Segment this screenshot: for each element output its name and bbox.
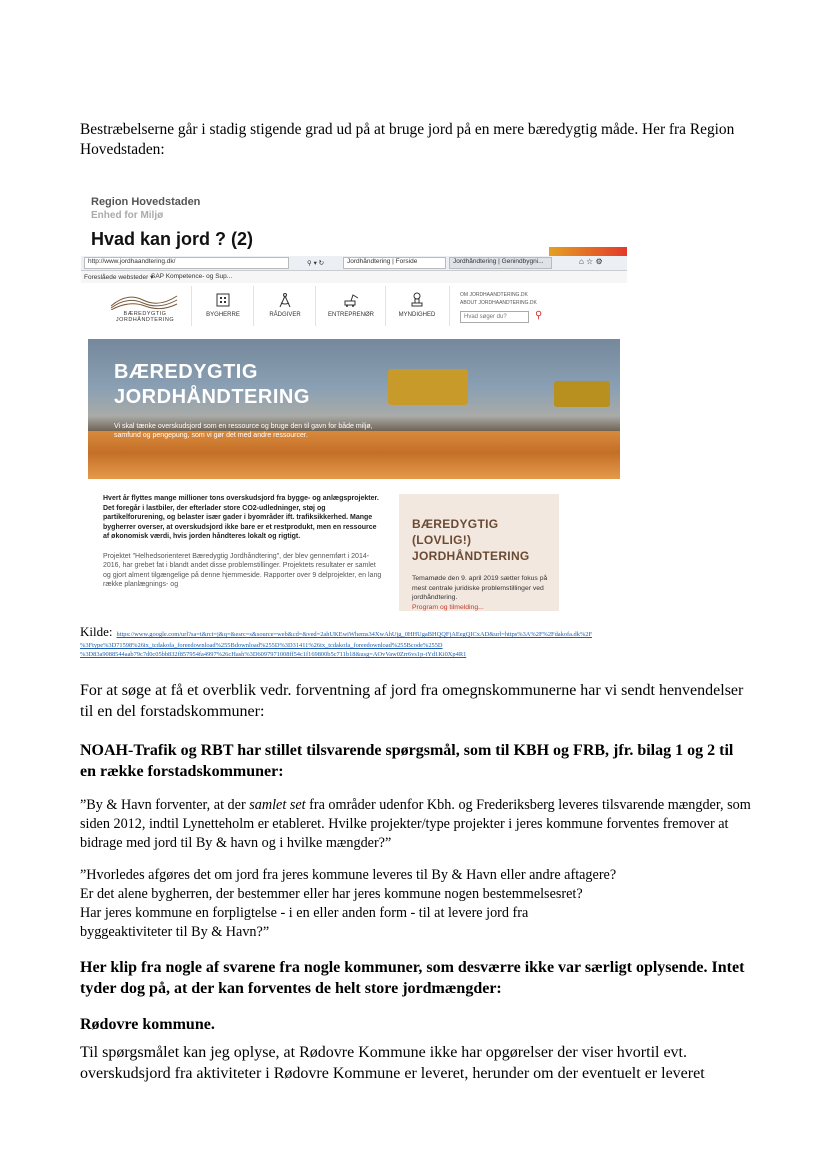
event-description: Temamøde den 9. april 2019 sætter fokus på mest centrale juridiske problemstillinger ved jordhåndtering. xyxy=(412,575,548,601)
heading-clip: Her klip fra nogle af svarene fra nogle kommuner, som desværre ikke var særligt oplysende. Intet tyder dog på, at der kan forventes de helt store jordmængder: xyxy=(80,959,745,997)
nav-bygherre[interactable] xyxy=(191,286,254,326)
overview-paragraph: For at søge at få et overblik vedr. forventning af jord fra omegnskommunerne har vi sendt henvendelser til en del forstadskommuner: xyxy=(80,682,744,720)
slide-region: Region Hovedstaden xyxy=(91,196,201,208)
landscape-logo-icon xyxy=(109,288,179,310)
source-link-1[interactable]: https://www.google.com/url?sa=t&rct=j&q=&esrc=s&source=web&cd=&ved=2ahUKEwiWhems34XwAhUjg_0HHUgaBHQQFjAEegQICxAD&url=https%3A%2F%2Fdakofa.dk%2F xyxy=(116,631,593,638)
event-panel[interactable] xyxy=(399,494,559,611)
nav-entreprenor[interactable] xyxy=(315,286,386,326)
event-link[interactable]: Program og tilmelding... xyxy=(412,603,484,611)
quote-2-line-2: Er det alene bygherren, der bestemmer eller har jeres kommune nogen bestemmelsesret? xyxy=(80,886,583,902)
body-bold: Hvert år flyttes mange millioner tons overskudsjord fra bygge- og anlægsprojekter. Det foregår i lastbiler, der efterlader store CO2-udledninger, støj og partikelforurening, og belaster især gader i byområder ift. trafiksikkerhed. Mange bygherrer overser, at overskudsjord ikke bare er et restprodukt, men en ressource af økonomisk værdi, hvis jorden håndteres lokalt og rigtigt. xyxy=(103,495,379,540)
intro-paragraph: Bestræbelserne går i stadig stigende grad ud på at bruge jord på en mere bæredygtig måde. Her fra Region Hovedstaden: xyxy=(80,121,735,158)
event-title-1: BÆREDYGTIG xyxy=(412,517,499,531)
source-link-3-wrap xyxy=(80,650,760,659)
hero-banner xyxy=(88,339,620,479)
quote-2-line-4: byggeaktiviteter til By & Havn?” xyxy=(80,924,270,940)
event-title-3: JORDHÅNDTERING xyxy=(412,549,530,563)
source-link-2-wrap xyxy=(80,641,760,650)
quote-2 xyxy=(80,866,750,942)
favorites-bar xyxy=(81,271,627,283)
nav-radgiver[interactable] xyxy=(253,286,316,326)
hero-title-1: BÆREDYGTIG xyxy=(114,361,258,383)
heading-rodovre: Rødovre kommune. xyxy=(80,1016,215,1033)
embedded-screenshot xyxy=(81,187,627,611)
browser-toolbar xyxy=(81,256,627,271)
source-link-2[interactable]: %3Ftype%3D71598%26tx_tcdakofa_foreedownload%255Bdownload%255D%3D31411%26tx_tcdakofa_foreedownload%255Bcode%255D xyxy=(80,642,443,649)
about-link-en[interactable]: ABOUT JORDHAANDTERING.DK xyxy=(460,300,537,306)
rodovre-paragraph: Til spørgsmålet kan jeg oplyse, at Rødovre Kommune ikke har opgørelser der viser hvortil evt. overskudsjord fra aktiviteter i Rødovre Kommune er leveret, herunder om der eventuelt er leveret xyxy=(80,1044,705,1082)
site-logo-text[interactable]: BÆREDYGTIG JORDHÅNDTERING xyxy=(115,311,175,323)
quote-1-end: fra områder udenfor Kbh. og Frederiksberg leveres tilsvarende mængder, som siden 2012, indtil Lynetteholm er etableret. Hvilke projekter/type projekter i jeres kommune forventes fremover at bidrage med jord til By & havn og i hvilke mængder?” xyxy=(80,797,751,851)
quote-1-start: ”By & Havn forventer, at der xyxy=(80,797,250,813)
stamp-icon xyxy=(409,292,425,308)
quote-1 xyxy=(80,796,752,853)
slide-unit: Enhed for Miljø xyxy=(91,210,164,221)
hero-title-2: JORDHÅNDTERING xyxy=(114,386,310,408)
source-block xyxy=(80,623,760,659)
event-text xyxy=(412,574,552,611)
nav-entreprenor-label: ENTREPRENØR xyxy=(327,312,374,318)
site-search-input[interactable]: Hvad søger du? xyxy=(460,311,529,323)
nav-radgiver-label: RÅDGIVER xyxy=(269,312,301,318)
slide-accent-bar xyxy=(549,247,627,256)
quote-2-line-3: Har jeres kommune en forpligtelse - i en eller anden form - til at levere jord fra xyxy=(80,905,529,921)
address-bar[interactable]: http://www.jordhaandtering.dk/ xyxy=(84,257,289,269)
heading-noah: NOAH-Trafik og RBT har stillet tilsvarende spørgsmål, som til KBH og FRB, jfr. bilag 1 og 2 til en række forstadskommuner: xyxy=(80,742,734,780)
body-normal: Projektet "Helhedsorienteret Bæredygtig Jordhåndtering", der blev gennemført i 2014-2016, har grebet fat i blandt andet disse problemstillinger. Projektets resultater er samlet og gjort alment tilgængelige på denne hjemmeside. Rapporter over 9 delprojekter, en lang række planlægnings- og xyxy=(103,552,382,588)
fav-sap[interactable]: SAP Kompetence- og Sup... xyxy=(151,273,233,280)
event-title-2: (LOVLIG!) xyxy=(412,533,472,547)
source-link-3[interactable]: %3D83a9088544aab79c7d0c05bb832f857954fa4997%26cHash%3D6097971008ff54c1f169800b5c711b18&usg=AOvVaw0Zrr6vs1p-tYd1Ki0Xp4R1 xyxy=(80,651,467,658)
header-right xyxy=(449,286,620,326)
site-header xyxy=(87,286,619,326)
nav-myndighed[interactable] xyxy=(385,286,448,326)
slide-title: Hvad kan jord ? (2) xyxy=(91,229,254,249)
quote-1-emphasis: samlet set xyxy=(249,797,306,813)
nav-myndighed-label: MYNDIGHED xyxy=(398,312,436,318)
search-icon[interactable]: ⚲ xyxy=(535,310,543,321)
building-icon xyxy=(215,292,231,308)
site-body-text xyxy=(103,494,383,590)
event-title xyxy=(412,516,530,564)
tab-forside[interactable]: Jordhåndtering | Forside xyxy=(343,257,446,269)
bulldozer-image-2 xyxy=(554,381,610,407)
nav-bygherre-label: BYGHERRE xyxy=(206,312,240,318)
hero-subtitle: Vi skal tænke overskudsjord som en ressource og bruge den til gavn for både miljø, samfund og pengepung, som vi gør det med andre ressourcer. xyxy=(114,423,373,439)
source-label: Kilde: xyxy=(80,624,113,639)
home-star-gear-icon[interactable]: ⌂ ☆ ⚙ xyxy=(579,257,603,266)
quote-2-line-1: ”Hvorledes afgøres det om jord fra jeres kommune leveres til By & Havn eller andre aftagere? xyxy=(80,867,617,883)
tab-genindbygning[interactable]: Jordhåndtering | Genindbygni... xyxy=(449,257,552,269)
about-link-da[interactable]: OM JORDHAANDTERING.DK xyxy=(460,292,528,298)
compass-icon xyxy=(277,292,293,308)
fav-suggested[interactable]: Foreslåede websteder ▾ xyxy=(84,274,154,281)
excavator-icon xyxy=(343,292,359,308)
search-icon[interactable]: ⚲ ▾ ↻ xyxy=(307,260,325,267)
bulldozer-image xyxy=(388,369,468,405)
